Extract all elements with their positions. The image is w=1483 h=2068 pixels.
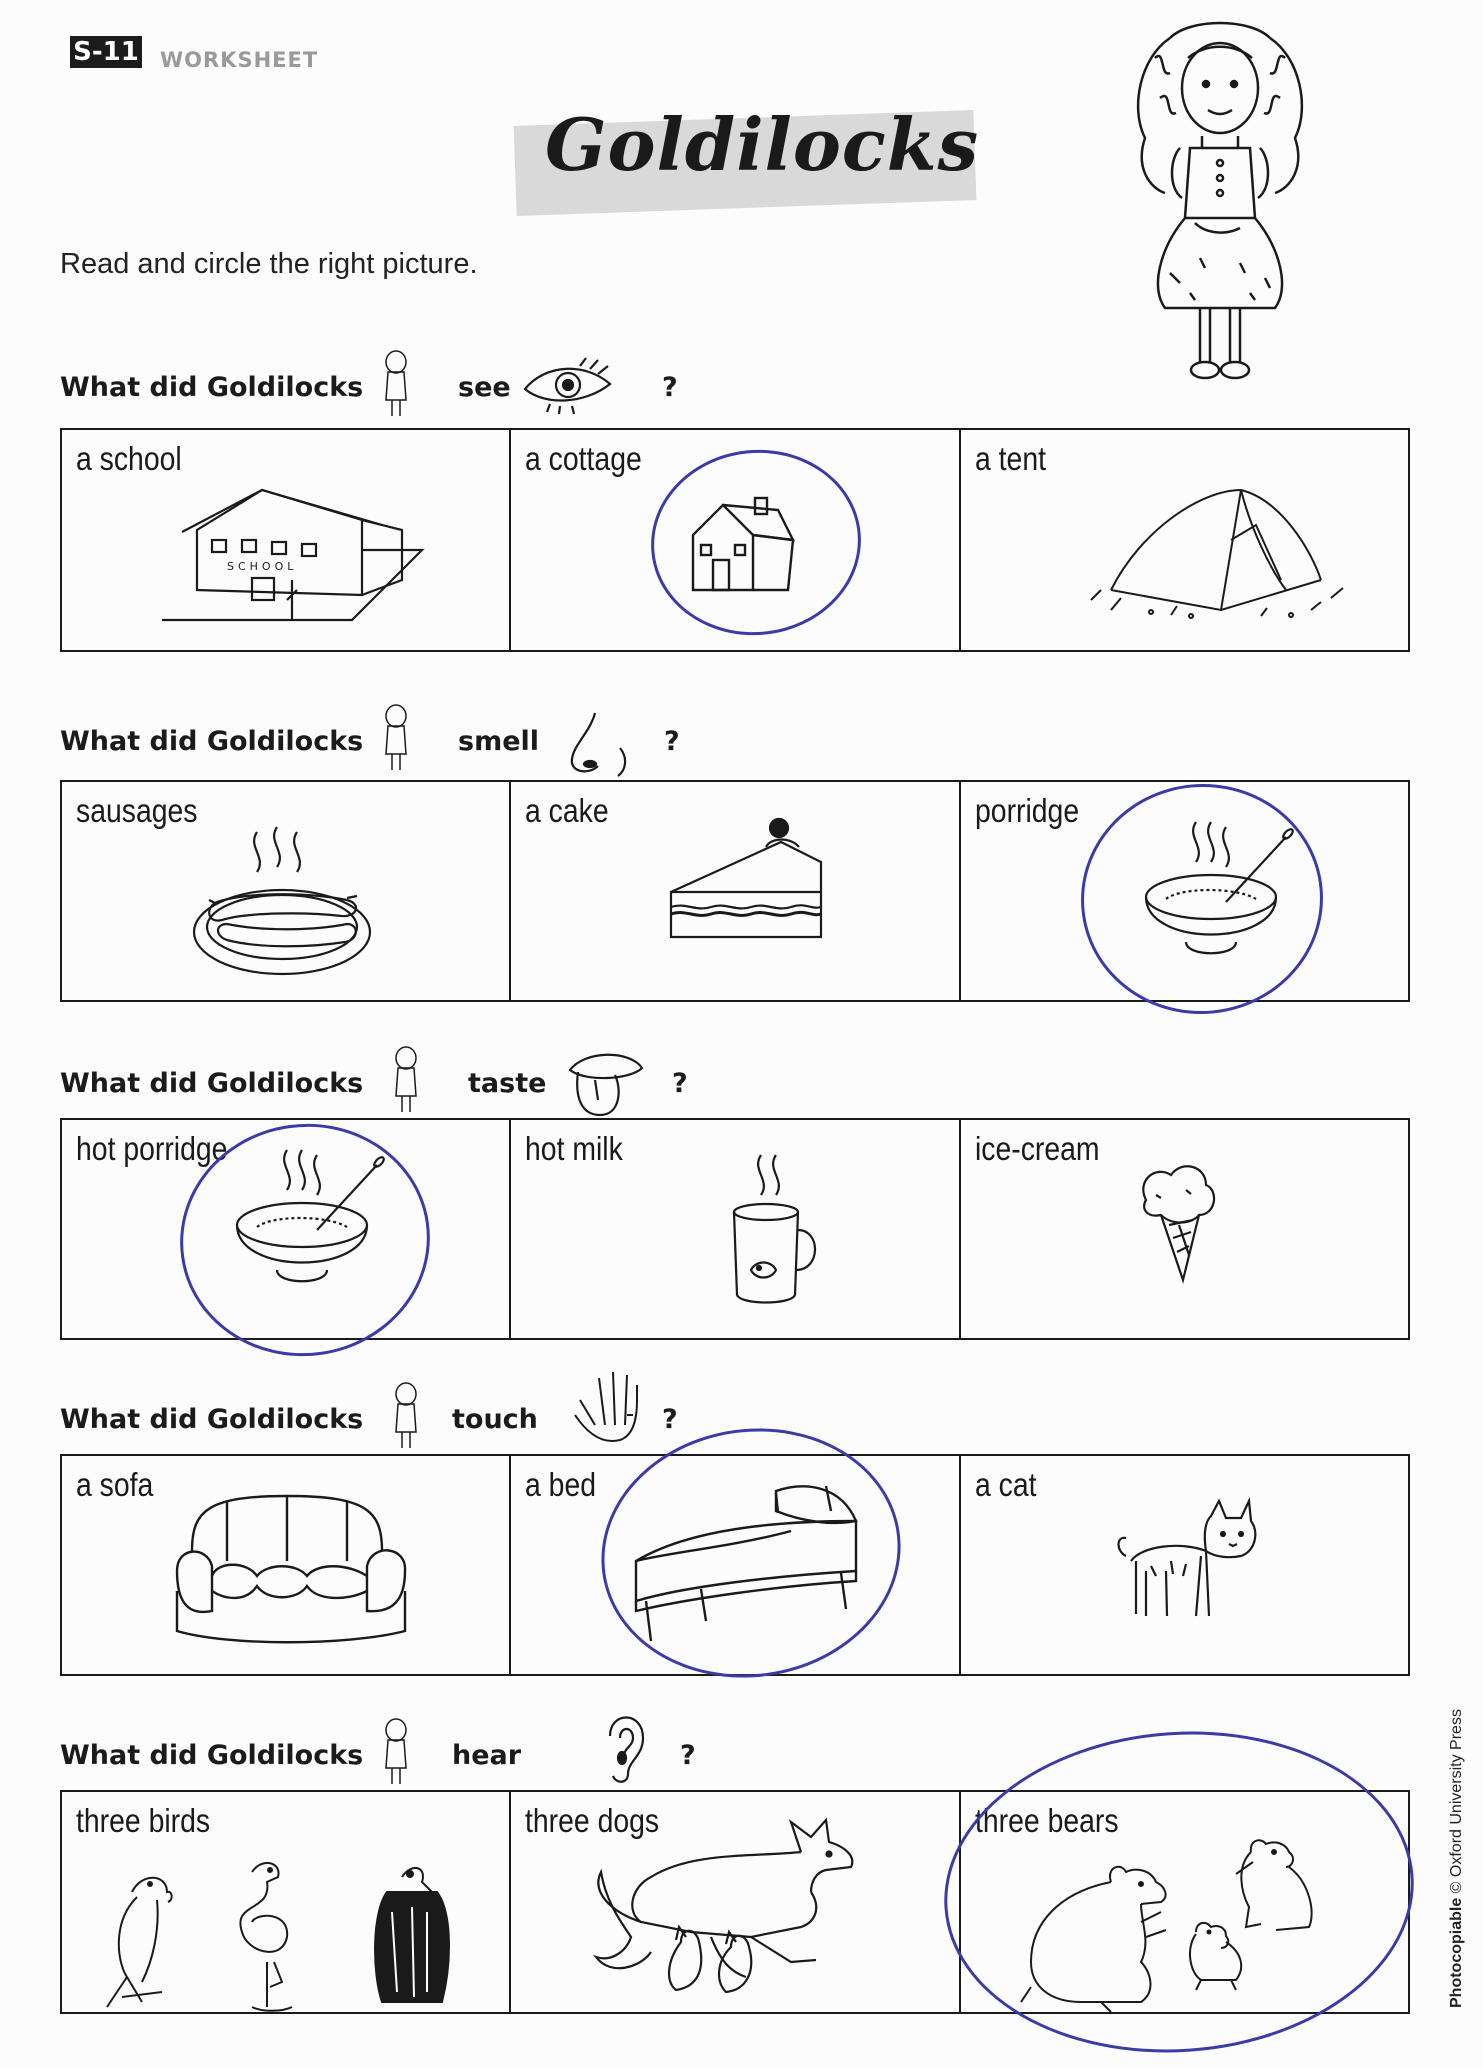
cat-icon (1111, 1496, 1261, 1626)
question-verb: touch (452, 1404, 538, 1435)
worksheet-label: WORKSHEET (160, 48, 319, 72)
question-mark: ? (680, 1740, 696, 1771)
option-label: three dogs (525, 1802, 660, 1839)
option-a-tent[interactable] (961, 430, 1408, 650)
question-prefix: What did Goldilocks (60, 1740, 364, 1771)
porridge-icon (1126, 817, 1296, 977)
option-a-sofa[interactable] (62, 1456, 511, 1674)
sofa-icon (167, 1481, 417, 1651)
porridge-icon (217, 1145, 387, 1305)
option-hot-milk[interactable] (511, 1120, 960, 1338)
option-a-cottage[interactable] (511, 430, 960, 650)
option-three-birds[interactable] (62, 1792, 511, 2012)
cake-icon (661, 812, 831, 952)
question-prefix: What did Goldilocks (60, 1068, 364, 1099)
tent-icon (1081, 470, 1361, 620)
option-label: a cat (974, 1466, 1037, 1503)
ear-icon (598, 1706, 648, 1786)
school-icon (152, 470, 432, 630)
copyright-note (1448, 1709, 1466, 2008)
option-label: porridge (974, 792, 1079, 829)
answer-grid-smell (60, 780, 1410, 1002)
option-label: a cottage (525, 440, 643, 477)
option-label: a school (76, 440, 182, 477)
option-label: sausages (76, 792, 198, 829)
option-label: three bears (974, 1802, 1119, 1839)
goldilocks-illustration-icon (1110, 18, 1330, 398)
option-label: ice-cream (974, 1130, 1100, 1167)
question-verb: hear (452, 1740, 522, 1771)
copyright-text: © Oxford University Press (1448, 1709, 1465, 1894)
worksheet-code-badge: S-11 (70, 36, 142, 68)
option-a-cake[interactable] (511, 782, 960, 1000)
option-label: a sofa (76, 1466, 154, 1503)
answer-grid-see (60, 428, 1410, 652)
question-mark: ? (662, 1404, 678, 1435)
bears-icon (991, 1812, 1331, 2012)
bed-icon (626, 1481, 866, 1651)
tongue-icon (560, 1040, 650, 1120)
question-prefix: What did Goldilocks (60, 372, 364, 403)
question-prefix: What did Goldilocks (60, 1404, 364, 1435)
option-label: hot milk (525, 1130, 624, 1167)
option-a-cat[interactable] (961, 1456, 1408, 1674)
answer-grid-touch (60, 1454, 1410, 1676)
option-label: hot porridge (76, 1130, 228, 1167)
question-mark: ? (662, 372, 678, 403)
option-label: a cake (525, 792, 609, 829)
option-hot-porridge[interactable] (62, 1120, 511, 1338)
hand-icon (565, 1370, 645, 1450)
option-sausages[interactable] (62, 782, 511, 1000)
goldilocks-mini-icon (392, 1382, 420, 1452)
question-mark: ? (664, 726, 680, 757)
ice-cream-icon (1131, 1160, 1221, 1290)
option-a-bed[interactable] (511, 1456, 960, 1674)
birds-icon (82, 1852, 482, 2012)
nose-icon (560, 708, 640, 778)
instruction-text: Read and circle the right picture. (60, 248, 478, 280)
option-three-dogs[interactable] (511, 1792, 960, 2012)
answer-grid-hear (60, 1790, 1410, 2014)
question-verb: see (458, 372, 511, 403)
cottage-icon (683, 490, 803, 600)
option-label: three birds (76, 1802, 211, 1839)
option-ice-cream[interactable] (961, 1120, 1408, 1338)
option-label: a tent (974, 440, 1046, 477)
goldilocks-mini-icon (392, 1046, 420, 1116)
option-porridge[interactable] (961, 782, 1408, 1000)
question-verb: taste (468, 1068, 547, 1099)
question-mark: ? (672, 1068, 688, 1099)
option-a-school[interactable] (62, 430, 511, 650)
page-title: Goldilocks (545, 102, 980, 187)
option-three-bears[interactable] (961, 1792, 1408, 2012)
dogs-icon (571, 1812, 901, 2002)
eye-icon (520, 354, 620, 414)
goldilocks-mini-icon (382, 704, 410, 774)
answer-grid-taste (60, 1118, 1410, 1340)
sausages-icon (187, 812, 387, 982)
goldilocks-mini-icon (382, 1718, 410, 1788)
goldilocks-mini-icon (382, 350, 410, 420)
question-verb: smell (458, 726, 540, 757)
mug-icon (721, 1150, 831, 1310)
option-label: a bed (525, 1466, 597, 1503)
question-prefix: What did Goldilocks (60, 726, 364, 757)
svg-text:SCHOOL: SCHOOL (227, 560, 298, 573)
photocopiable-label: Photocopiable (1448, 1897, 1465, 2008)
